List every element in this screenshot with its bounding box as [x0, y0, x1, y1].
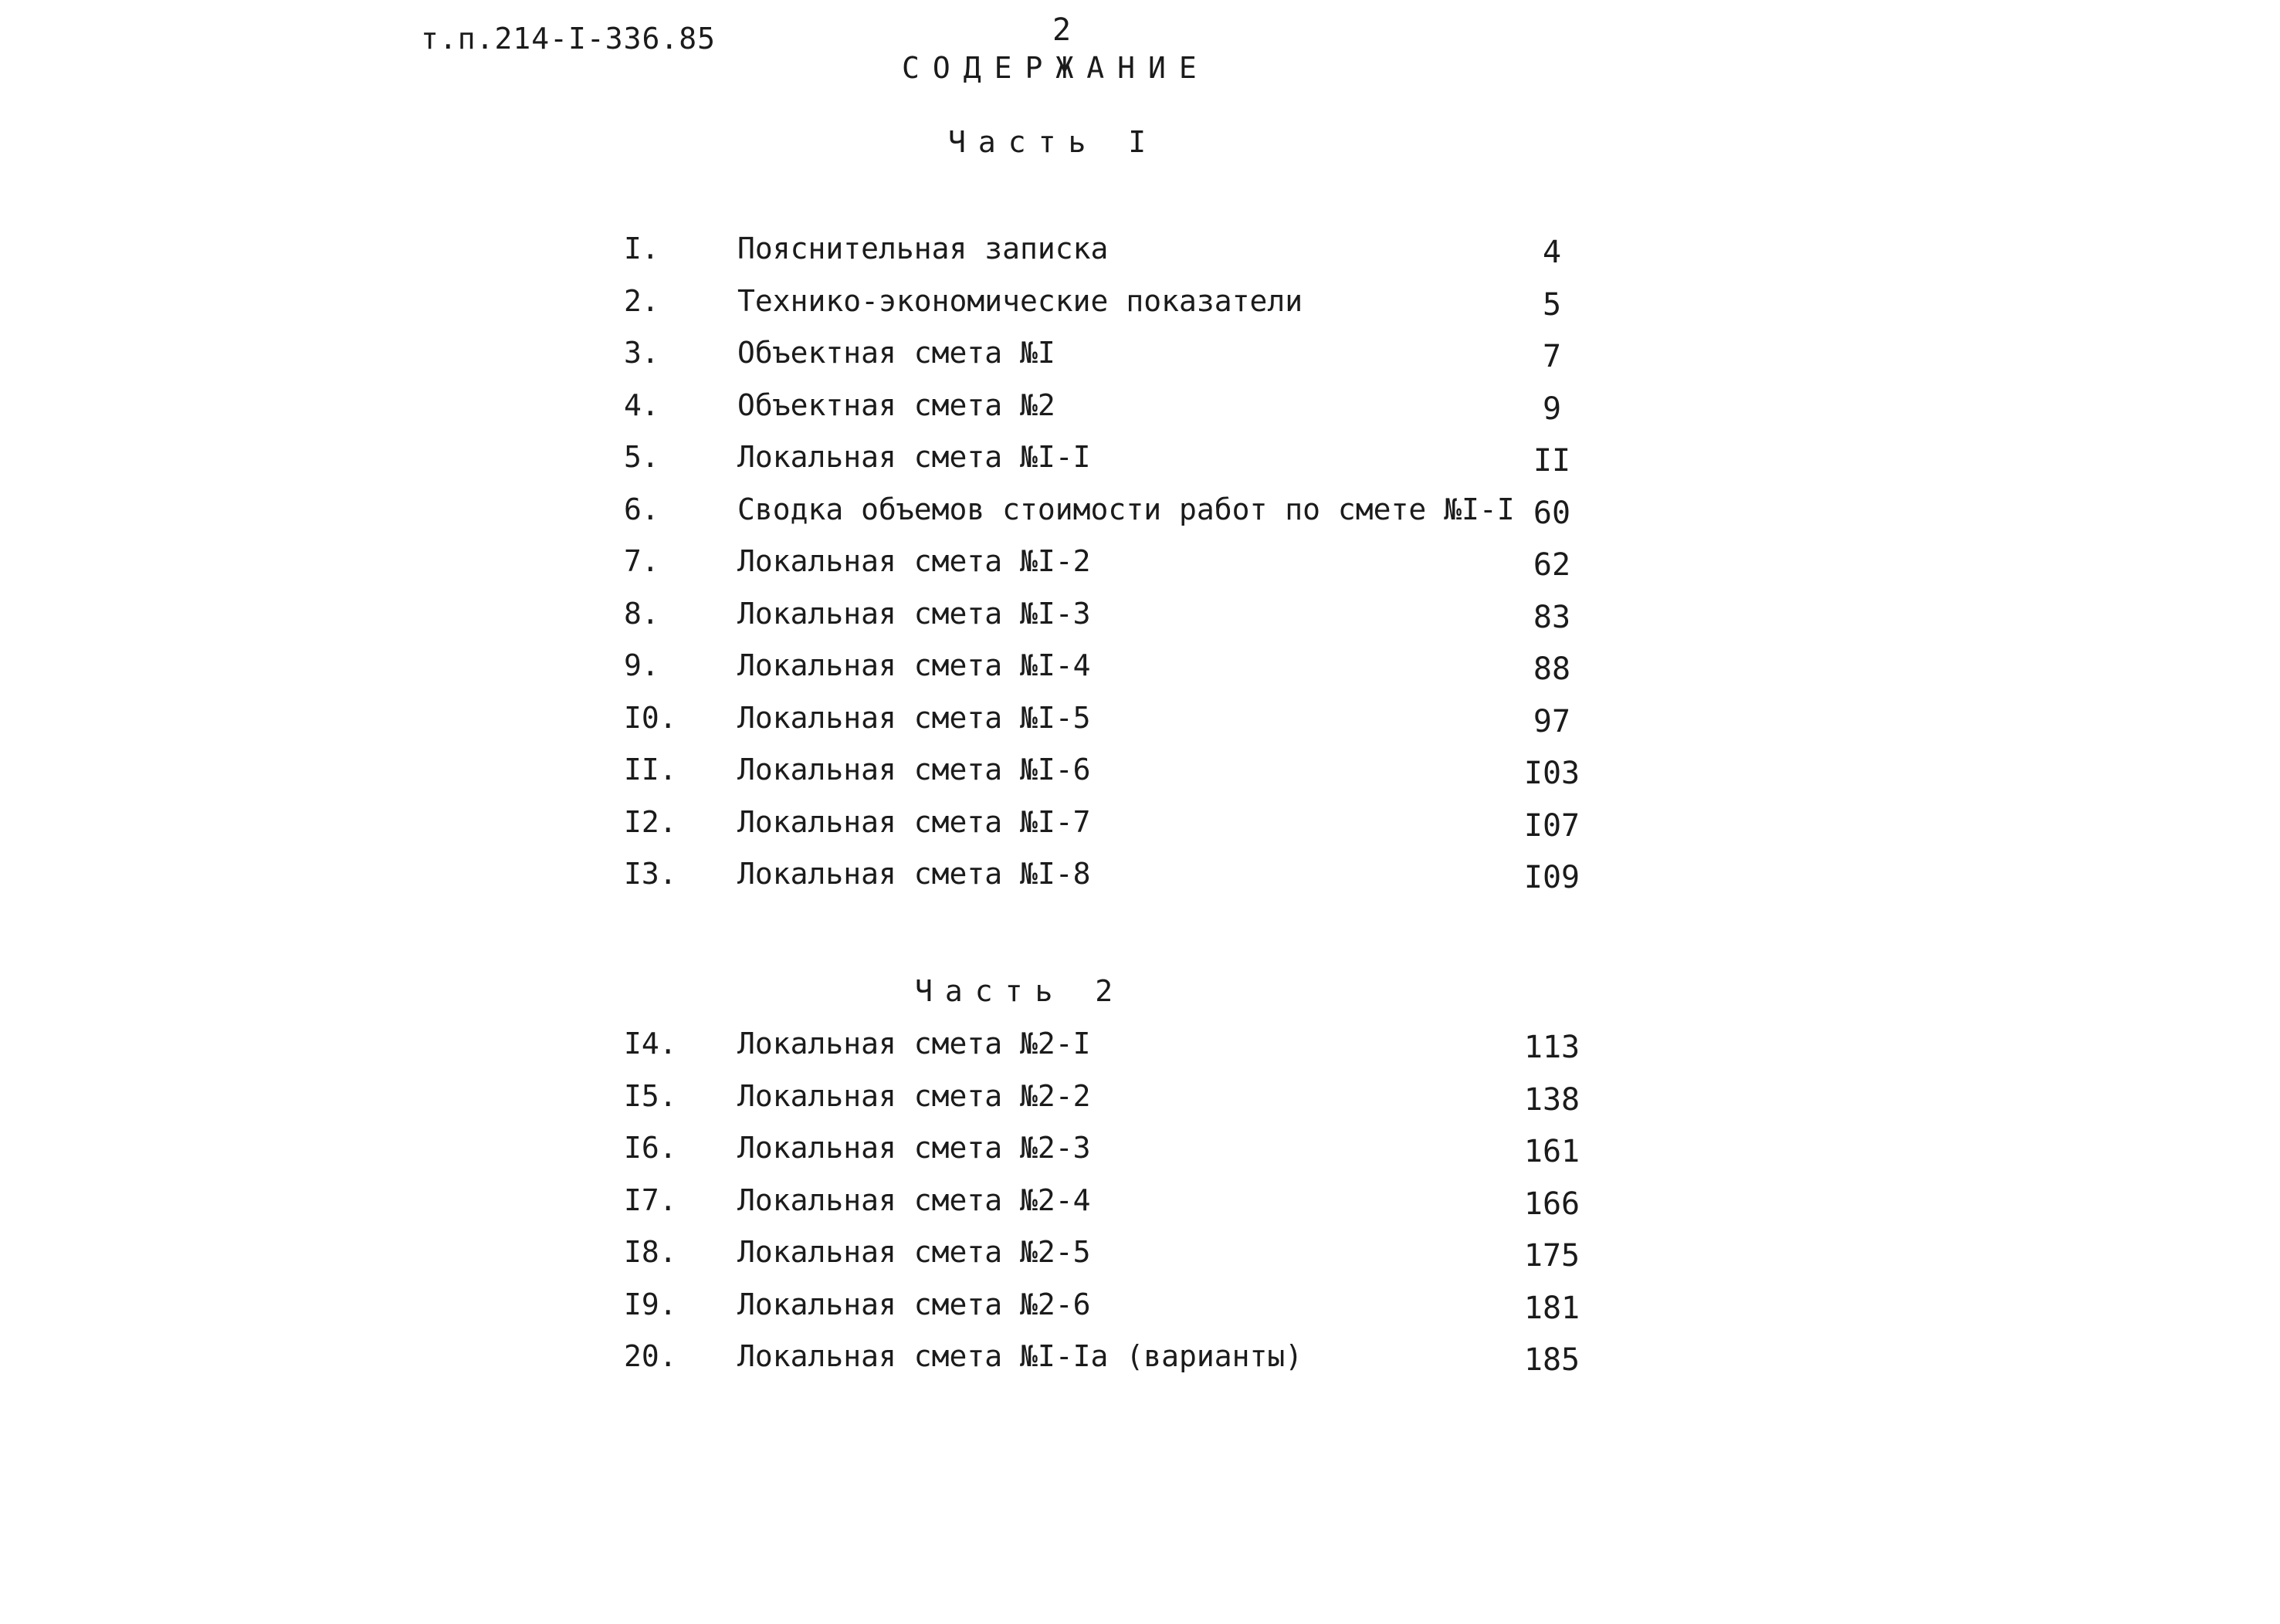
toc-entry: [0, 1287, 2280, 1340]
toc-entry-title: Локальная смета №2-2: [737, 1078, 1091, 1113]
toc-entry-page: 166: [1523, 1186, 1580, 1222]
toc-entry-page: 60: [1533, 495, 1571, 531]
toc-entry-title: Локальная смета №2-I: [737, 1027, 1091, 1061]
toc-entry-page: 62: [1533, 547, 1571, 583]
toc-entry-number: 2.: [624, 283, 659, 318]
toc-entry-page: 161: [1523, 1134, 1580, 1169]
toc-entry-page: 7: [1542, 339, 1562, 374]
toc-entry: [0, 388, 2280, 441]
toc-entry-title: Локальная смета №I-6: [737, 753, 1091, 787]
toc-entry-number: 7.: [624, 544, 659, 578]
toc-entry-page: II: [1533, 443, 1571, 479]
toc-entry-title: Локальная смета №I-Ia (варианты): [737, 1339, 1303, 1373]
toc-entry-title: Локальная смета №I-2: [737, 544, 1091, 578]
toc-entry-title: Объектная смета №2: [737, 387, 1055, 422]
page-number: 2: [1052, 12, 1072, 48]
toc-entry-number: I0.: [624, 700, 677, 735]
part1-heading: Часть I: [948, 125, 1159, 159]
toc-entry: [0, 1131, 2280, 1183]
toc-entry-title: Локальная смета №I-7: [737, 804, 1091, 839]
toc-entry-title: Пояснительная записка: [737, 232, 1109, 266]
toc-entry-page: I07: [1523, 807, 1580, 844]
toc-entry-page: I03: [1523, 756, 1580, 791]
toc-entry: [0, 544, 2280, 597]
toc-entry-number: I4.: [624, 1027, 677, 1061]
toc-entry: [0, 753, 2280, 805]
toc-entry-title: Локальная смета №I-5: [737, 700, 1091, 735]
toc-entry-number: I8.: [624, 1235, 677, 1269]
toc-entry: [0, 232, 2280, 284]
toc-entry: [0, 648, 2280, 701]
toc-entry-number: 6.: [624, 492, 659, 526]
toc-entry-number: 4.: [624, 387, 659, 422]
part2-heading: Часть 2: [915, 974, 1126, 1008]
toc-entry-title: Локальная смета №2-5: [737, 1235, 1091, 1269]
toc-entry-title: Технико-экономические показатели: [737, 283, 1303, 318]
toc-entry-page: 181: [1523, 1290, 1580, 1326]
toc-entry-title: Локальная смета №2-3: [737, 1131, 1091, 1165]
toc-entry: [0, 1183, 2280, 1236]
toc-entry: [0, 284, 2280, 337]
toc-entry-number: I7.: [624, 1182, 677, 1217]
toc-list-part2: [0, 1027, 2280, 1392]
toc-entry-title: Локальная смета №I-3: [737, 596, 1091, 631]
toc-entry-title: Локальная смета №2-4: [737, 1182, 1091, 1217]
toc-entry: [0, 1027, 2280, 1079]
toc-entry-page: I09: [1523, 860, 1580, 895]
toc-entry-title: Локальная смета №2-6: [737, 1287, 1091, 1321]
toc-entry-page: 83: [1533, 599, 1571, 635]
toc-entry-number: 20.: [624, 1339, 677, 1373]
toc-entry-page: 175: [1523, 1238, 1580, 1274]
toc-entry-title: Локальная смета №I-I: [737, 440, 1091, 474]
toc-entry-title: Сводка объемов стоимости работ по смете №I-I: [737, 492, 1515, 526]
page-title: СОДЕРЖАНИЕ: [902, 51, 1210, 85]
toc-entry: [0, 597, 2280, 649]
toc-list-part1: [0, 232, 2280, 909]
toc-entry-number: 3.: [624, 336, 659, 370]
toc-entry-page: 5: [1542, 286, 1562, 323]
toc-entry-number: I3.: [624, 857, 677, 891]
toc-entry: [0, 336, 2280, 388]
toc-entry-number: 8.: [624, 596, 659, 631]
toc-entry-page: 88: [1533, 651, 1571, 687]
toc-entry-number: I5.: [624, 1078, 677, 1113]
toc-entry-page: 113: [1523, 1030, 1580, 1065]
toc-entry-number: I9.: [624, 1287, 677, 1321]
toc-entry-page: 4: [1542, 235, 1562, 270]
toc-entry: [0, 1079, 2280, 1132]
toc-entry-number: I6.: [624, 1131, 677, 1165]
toc-entry-title: Объектная смета №I: [737, 336, 1055, 370]
toc-entry: [0, 805, 2280, 858]
toc-entry-page: 9: [1542, 391, 1562, 427]
toc-entry: [0, 492, 2280, 545]
toc-entry-page: 97: [1533, 703, 1571, 739]
toc-entry-title: Локальная смета №I-8: [737, 857, 1091, 891]
toc-entry: [0, 440, 2280, 492]
toc-entry-number: 9.: [624, 648, 659, 682]
toc-entry: [0, 701, 2280, 753]
toc-entry-title: Локальная смета №I-4: [737, 648, 1091, 682]
toc-entry: [0, 857, 2280, 909]
toc-entry-page: 138: [1523, 1081, 1580, 1118]
document-code: т.п.214-I-336.85: [421, 22, 717, 56]
toc-entry-number: I2.: [624, 804, 677, 839]
toc-entry: [0, 1235, 2280, 1287]
toc-entry: [0, 1339, 2280, 1392]
toc-entry-number: I.: [624, 232, 659, 266]
toc-entry-number: II.: [624, 753, 677, 787]
toc-entry-number: 5.: [624, 440, 659, 474]
toc-entry-page: 185: [1523, 1342, 1580, 1378]
